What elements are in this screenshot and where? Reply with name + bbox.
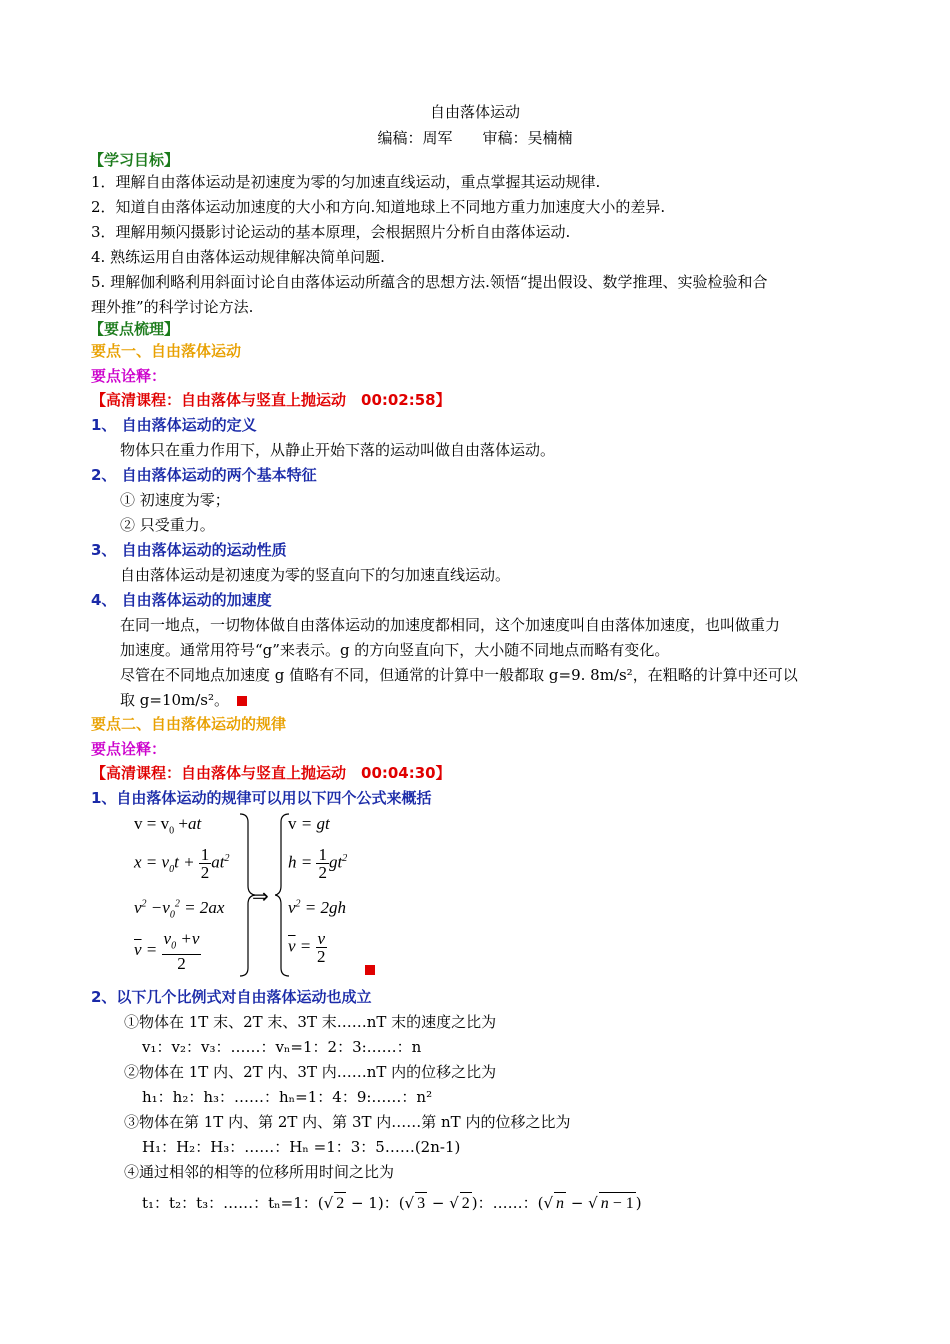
goal-item: 2．知道自由落体运动加速度的大小和方向.知道地球上不同地方重力加速度大小的差异.: [91, 198, 666, 216]
ratio-line: v₁：v₂：v₃：……：vₙ=1：2：3:……：n: [142, 1038, 422, 1056]
sqrt-term: (√ 2 − 1): [318, 1194, 384, 1212]
section-heading: 1、 自由落体运动的定义: [91, 416, 257, 434]
ratio-line: h₁：h₂：h₃：……：hₙ=1：4：9:……：n²: [142, 1088, 433, 1106]
point1-course: 【高清课程：自由落体与竖直上抛运动 00:02:58】: [91, 391, 451, 409]
end-marker-icon: [237, 696, 247, 706]
section-text: 在同一地点，一切物体做自由落体运动的加速度都相同，这个加速度叫自由落体加速度，也叫做重力: [120, 616, 781, 634]
section-text: 自由落体运动是初速度为零的竖直向下的匀加速直线运动。: [120, 566, 511, 584]
section-text: ① 初速度为零；: [120, 491, 230, 509]
goal-item: 4. 熟练运用自由落体运动规律解决简单问题.: [91, 248, 385, 266]
kinematics-formulas: $v = v_0 +at$ $x = v_0t$ + $\frac{1}{2}$ $at^2$ $v^2 -v_0^2 = 2ax$ $\overline{v}$ = $\frac{v_0 +v}{2}$ ⇒ v = gt h = $\frac{1}{2}$ $gt^2$ $v^2 = 2gh$ $\overline{v}$ = $\frac{v}{2}$: [128, 812, 378, 978]
point2-explain: 要点诠释：: [91, 740, 167, 758]
end-marker-icon: [365, 965, 375, 975]
ratio-line: ③物体在第 1T 内、第 2T 内、第 3T 内……第 nT 内的位移之比为: [124, 1113, 571, 1131]
rule2-heading: 2、以下几个比例式对自由落体运动也成立: [91, 988, 372, 1006]
goal-item: 5. 理解伽利略利用斜面讨论自由落体运动所蕴含的思想方法.领悟“提出假设、数学推理、实验检验和合: [91, 273, 768, 291]
point2-course: 【高清课程：自由落体与竖直上抛运动 00:04:30】: [91, 764, 451, 782]
section-text-end: [120, 689, 247, 711]
time-ratio-line: t₁：t₂：t₃：……：tₙ=1：(√ 2 − 1)：(√ 3 − √ 2 )：……：(√ n − √ n − 1 ): [142, 1192, 642, 1215]
section-heading: 4、 自由落体运动的加速度: [91, 591, 272, 609]
point1-explain: 要点诠释：: [91, 367, 167, 385]
section-text: 取 g=10m/s²。: [120, 691, 230, 709]
section-heading: 3、 自由落体运动的运动性质: [91, 541, 287, 559]
goals-heading: 【学习目标】: [89, 151, 180, 169]
point2-title: 要点二、自由落体运动的规律: [91, 715, 287, 733]
ratio-line: t₁：t₂：t₃：……：tₙ=1：: [142, 1194, 318, 1212]
goal-item: 理外推”的科学讨论方法.: [91, 298, 254, 316]
rule1-heading: 1、自由落体运动的规律可以用以下四个公式来概括: [91, 789, 432, 807]
section-text: ② 只受重力。: [120, 516, 215, 534]
section-text: 加速度。通常用符号“g”来表示。g 的方向竖直向下，大小随不同地点而略有变化。: [120, 641, 670, 659]
keypoints-heading: 【要点梳理】: [89, 320, 180, 338]
goal-item: 1．理解自由落体运动是初速度为零的匀加速直线运动，重点掌握其运动规律.: [91, 173, 601, 191]
section-text: 物体只在重力作用下，从静止开始下落的运动叫做自由落体运动。: [120, 441, 556, 459]
ratio-line: H₁：H₂：H₃：……：Hₙ =1：3：5……(2n-1): [142, 1138, 461, 1156]
ratio-line: ①物体在 1T 末、2T 末、3T 末……nT 末的速度之比为: [124, 1013, 497, 1031]
doc-credits: 编稿：周军 审稿：吴楠楠: [377, 129, 573, 147]
ratio-line: ④通过相邻的相等的位移所用时间之比为: [124, 1163, 395, 1181]
section-heading: 2、 自由落体运动的两个基本特征: [91, 466, 317, 484]
ratio-line: ②物体在 1T 内、2T 内、3T 内……nT 内的位移之比为: [124, 1063, 497, 1081]
implies-icon: ⇒: [252, 886, 269, 908]
goal-item: 3．理解用频闪摄影讨论运动的基本原理，会根据照片分析自由落体运动.: [91, 223, 571, 241]
section-text: 尽管在不同地点加速度 g 值略有不同，但通常的计算中一般都取 g=9. 8m/s²，在粗略的计算中还可以: [120, 666, 798, 684]
point1-title: 要点一、自由落体运动: [91, 342, 242, 360]
doc-title: 自由落体运动: [429, 103, 520, 121]
